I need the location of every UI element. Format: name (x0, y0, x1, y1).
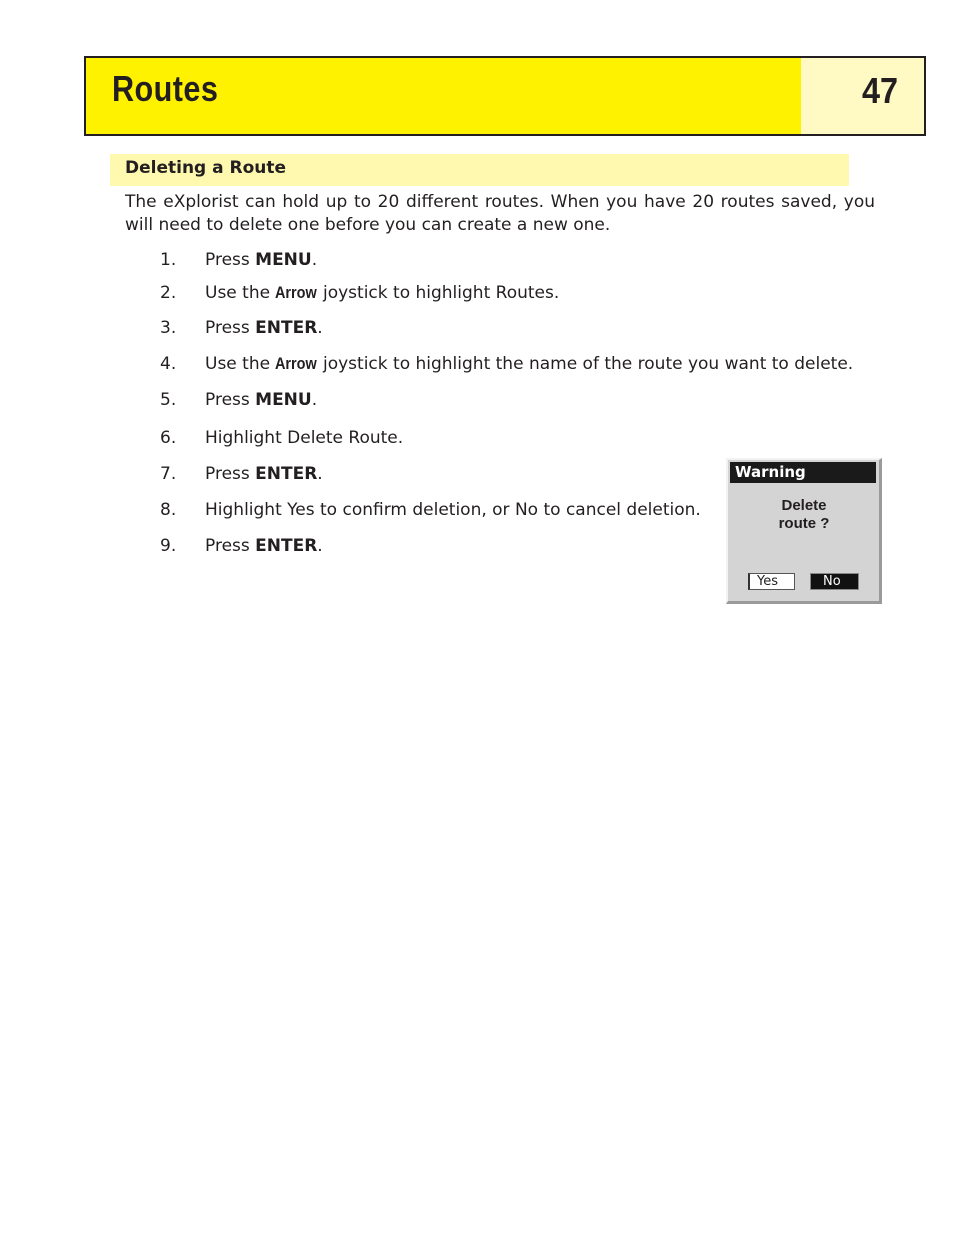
step-text: Press ENTER. (205, 536, 323, 556)
page-number: 47 (861, 70, 898, 111)
no-button[interactable]: No (810, 573, 859, 590)
key-label: Arrow (275, 283, 318, 302)
step-number: 1. (160, 250, 177, 270)
key-label: MENU (255, 390, 312, 410)
dialog-message-line: route ? (778, 515, 830, 532)
step-text: Press ENTER. (205, 318, 323, 338)
key-label: ENTER (255, 318, 318, 338)
step-number: 3. (160, 318, 177, 338)
step-number: 8. (160, 500, 177, 520)
dialog-message (728, 497, 880, 533)
intro-paragraph: The eXplorist can hold up to 20 different routes. When you have 20 routes saved, you will need to delete one before you can create a new one. (125, 192, 875, 235)
section-heading-bar (110, 154, 849, 186)
step-number: 9. (160, 536, 177, 556)
step-text: Use the Arrow joystick to highlight the name of the route you want to delete. (205, 354, 854, 374)
page-number-box (801, 58, 924, 134)
section-title: Deleting a Route (125, 158, 287, 178)
screen-term: Delete Route (287, 428, 398, 448)
key-label: ENTER (255, 536, 318, 556)
step-text: Highlight Yes to confirm deletion, or No to cancel deletion. (205, 500, 701, 520)
step-text: Press MENU. (205, 250, 318, 270)
key-label: Arrow (275, 354, 318, 373)
step-number: 7. (160, 464, 177, 484)
page-header (84, 56, 926, 136)
screen-term: Routes (495, 283, 554, 303)
yes-button[interactable]: Yes (748, 573, 795, 590)
step-number: 6. (160, 428, 177, 448)
step-text: Highlight Delete Route. (205, 428, 404, 448)
dialog-message-line: Delete (781, 497, 827, 514)
dialog-titlebar (730, 462, 876, 483)
dialog-title: Warning (735, 463, 806, 481)
step-text: Press MENU. (205, 390, 318, 410)
warning-dialog-screenshot (726, 458, 882, 604)
step-number: 2. (160, 283, 177, 303)
key-label: MENU (255, 250, 312, 270)
key-label: ENTER (255, 464, 318, 484)
step-number: 4. (160, 354, 177, 374)
step-text: Press ENTER. (205, 464, 323, 484)
step-number: 5. (160, 390, 177, 410)
chapter-title: Routes (112, 68, 219, 109)
step-text: Use the Arrow joystick to highlight Routes. (205, 283, 560, 303)
